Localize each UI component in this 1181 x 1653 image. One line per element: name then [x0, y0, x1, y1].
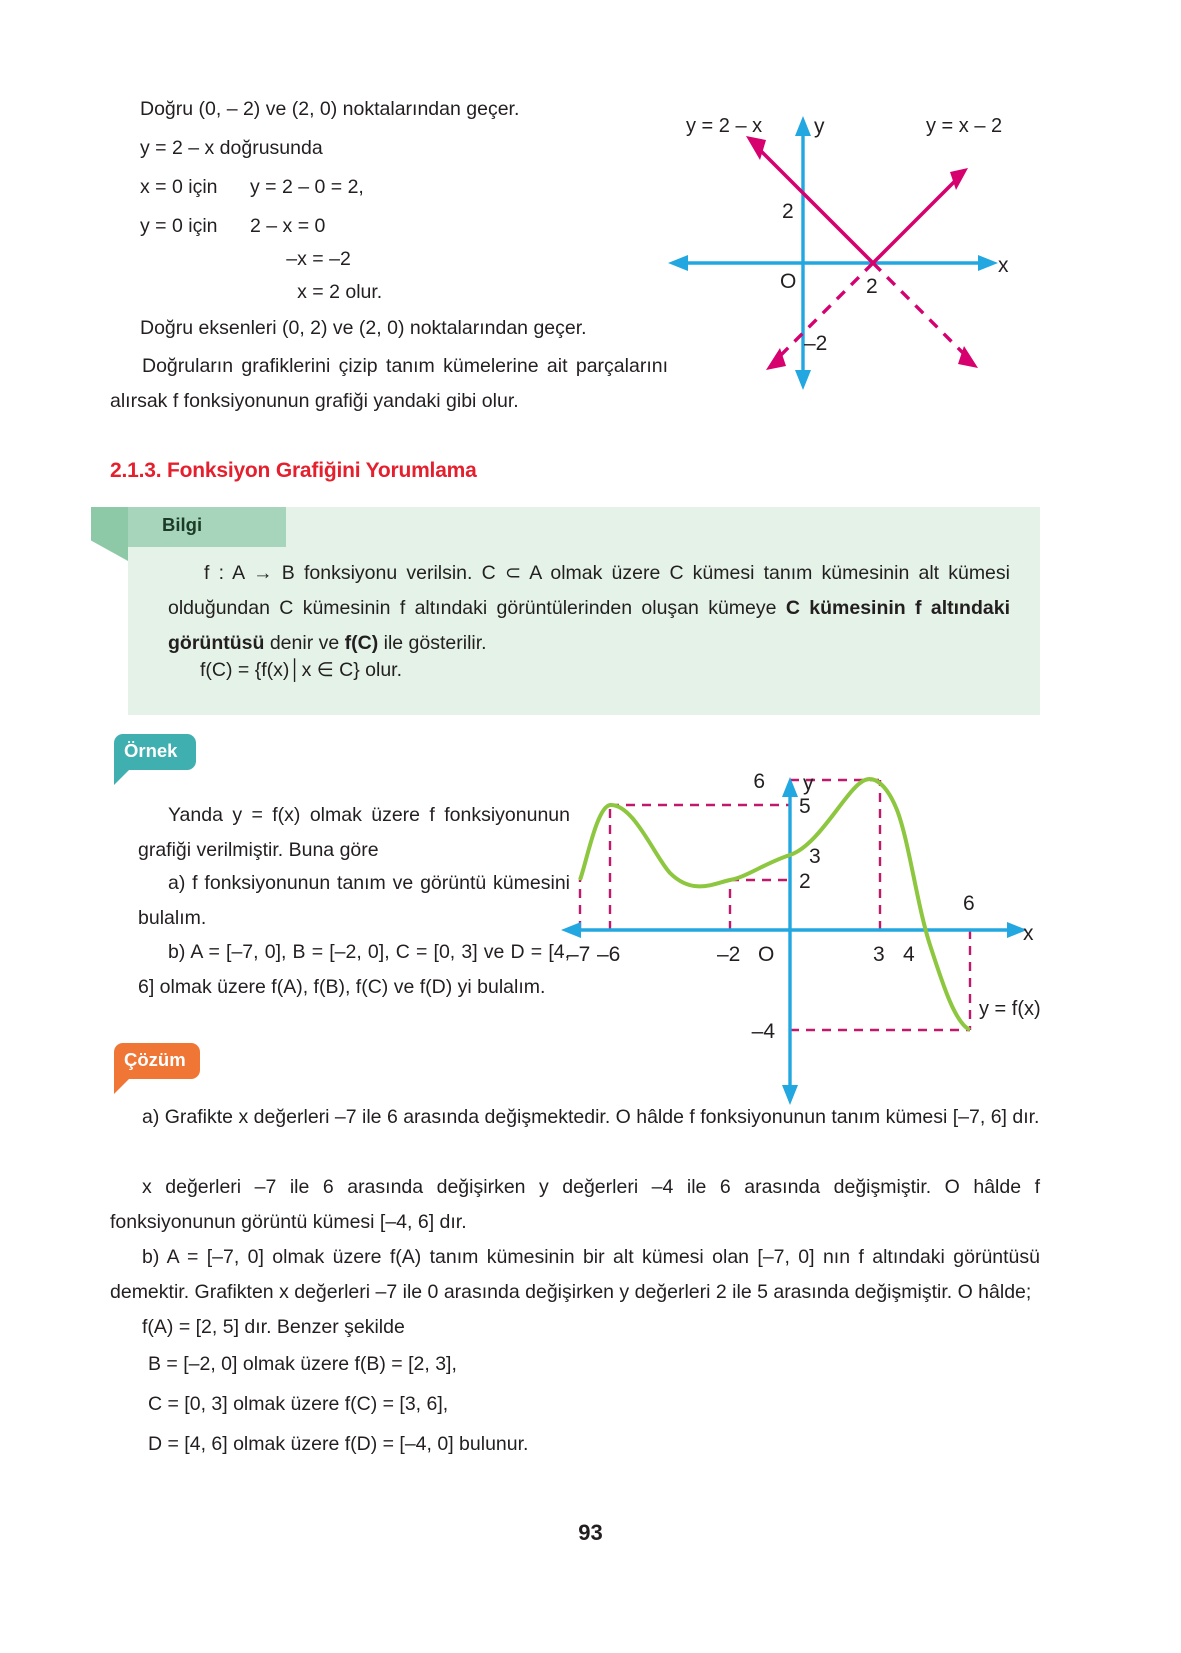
line-y-equals-2-minus-x-dashed — [873, 263, 968, 358]
top-text-line-5: –x = –2 — [140, 248, 351, 270]
figure-function-graph — [567, 765, 1041, 1105]
cozum-paragraph-b: b) A = [–7, 0] olmak üzere f(A) tanım kümesinin bir alt kümesi olan [–7, 0] nın f altındaki görüntüsü demektir. Grafikten x değerleri –7 ile 0 arasında değişirken y değerleri 2 ile 5 arasında değişmiştir. O hâlde; — [110, 1246, 1040, 1303]
label-y-equals-x-minus-2: y = x – 2 — [926, 115, 1003, 137]
top-text-line-6: x = 2 olur. — [140, 281, 383, 303]
axes-group — [561, 777, 1027, 1105]
x-tick-4: 4 — [903, 943, 915, 966]
line-y-equals-x-minus-2 — [873, 178, 958, 263]
bilgi-tab — [128, 507, 286, 547]
bilgi-formula: f(C) = {f(x)│x ∈ C} olur. — [200, 659, 403, 681]
ornek-paragraph-1: Yanda y = f(x) olmak üzere f fonksiyonunun grafiği verilmiştir. Buna göre — [138, 804, 570, 861]
cozum-paragraph-a: a) Grafikte x değerleri –7 ile 6 arasında değişmektedir. O hâlde f fonksiyonunun tanım kümesi [–7, 6] dır. — [142, 1106, 1040, 1128]
y-tick-5: 5 — [799, 795, 811, 818]
curve-label: y = f(x) — [979, 998, 1041, 1020]
line-2minusx-arrow — [746, 136, 766, 160]
figure-two-lines — [668, 108, 1028, 398]
y-tick-3: 3 — [809, 845, 821, 868]
cozum-paragraph-fa: f(A) = [2, 5] dır. Benzer şekilde — [142, 1316, 405, 1338]
section-heading: 2.1.3. Fonksiyon Grafiğini Yorumlama — [110, 459, 477, 482]
page-number: 93 — [578, 1520, 603, 1545]
top-text-line-7: Doğru eksenleri (0, 2) ve (2, 0) noktalarından geçer. — [140, 317, 587, 339]
cozum-list-item-b: B = [–2, 0] olmak üzere f(B) = [2, 3], — [148, 1353, 457, 1375]
bilgi-part-3: f(C) — [344, 632, 379, 654]
y-tick-6: 6 — [753, 770, 765, 793]
top-text-line-1: Doğru (0, – 2) ve (2, 0) noktalarından geçer. — [140, 98, 520, 120]
label-y-equals-2-minus-x: y = 2 – x — [686, 115, 763, 137]
ornek-paragraph-2: a) f fonksiyonunun tanım ve görüntü kümesini bulalım. — [138, 872, 570, 929]
tick-label-x-2: 2 — [866, 275, 878, 298]
x-axis-arrow-left — [668, 255, 688, 271]
axis-label-x: x — [998, 254, 1009, 277]
ornek-paragraph-3: b) A = [–7, 0], B = [–2, 0], C = [0, 3] ve D = [4, 6] olmak üzere f(A), f(B), f(C) ve f(D) yi bulalım. — [138, 941, 570, 998]
function-curve — [580, 779, 970, 1030]
line-y-equals-2-minus-x — [756, 146, 873, 263]
x-tick-minus6: –6 — [597, 943, 621, 966]
axis-label-x: x — [1023, 922, 1034, 945]
top-text-closing-paragraph: Doğruların grafiklerini çizip tanım kümelerine ait parçalarını alırsak f fonksiyonunun grafiği yandaki gibi olur. — [110, 355, 668, 412]
y-axis-arrow-down — [795, 370, 811, 390]
bilgi-paragraph — [168, 556, 1010, 661]
axis-label-y: y — [814, 115, 825, 138]
tick-label-y-minus2: –2 — [804, 332, 828, 355]
top-text-line-4: y = 0 için 2 – x = 0 — [140, 215, 326, 237]
x-tick-minus7: –7 — [567, 943, 591, 966]
bilgi-part-0: f : A → B fonksiyonu verilsin. C ⊂ A olmak üzere C kümesi tanım kümesinin alt kümesi olduğundan C kümesinin f altındaki görüntülerinden oluşan kümeye — [168, 562, 1010, 619]
cozum-badge-tail — [114, 1078, 130, 1094]
ornek-badge-tail — [114, 769, 130, 785]
bilgi-tab-fold — [91, 507, 128, 561]
cozum-list-item-c: C = [0, 3] olmak üzere f(C) = [3, 6], — [148, 1393, 449, 1415]
y-tick-minus4: –4 — [751, 1020, 775, 1043]
line-xminus2-arrow — [950, 168, 968, 190]
top-text-line-2: y = 2 – x doğrusunda — [140, 137, 323, 159]
x-tick-6: 6 — [963, 892, 975, 915]
bilgi-part-4: ile gösterilir. — [378, 632, 487, 654]
origin-label: O — [758, 943, 775, 966]
x-tick-3: 3 — [873, 943, 885, 966]
x-axis-arrow — [978, 255, 998, 271]
y-axis-arrow — [795, 116, 811, 136]
cozum-label: Çözüm — [124, 1049, 186, 1070]
bilgi-part-2: denir ve — [264, 632, 345, 654]
top-text-line-3: x = 0 için y = 2 – 0 = 2, — [140, 176, 364, 198]
bilgi-label: Bilgi — [162, 514, 203, 535]
tick-label-y-2: 2 — [782, 200, 794, 223]
axes-group — [668, 116, 998, 390]
guide-lines — [580, 780, 970, 1030]
cozum-list-item-d: D = [4, 6] olmak üzere f(D) = [–4, 0] bulunur. — [148, 1433, 529, 1455]
x-tick-minus2: –2 — [717, 943, 741, 966]
origin-label: O — [780, 270, 797, 293]
bilgi-part-1: C kümesinin f altındaki görüntüsü — [168, 597, 1010, 654]
cozum-paragraph-range: x değerleri –7 ile 6 arasında değişirken y değerleri –4 ile 6 arasında değişmiştir. O hâlde f fonksiyonunun görüntü kümesi [–4, 6] dır. — [110, 1176, 1040, 1233]
axis-label-y: y — [803, 772, 814, 795]
y-tick-2: 2 — [799, 870, 811, 893]
ornek-label: Örnek — [124, 740, 178, 761]
